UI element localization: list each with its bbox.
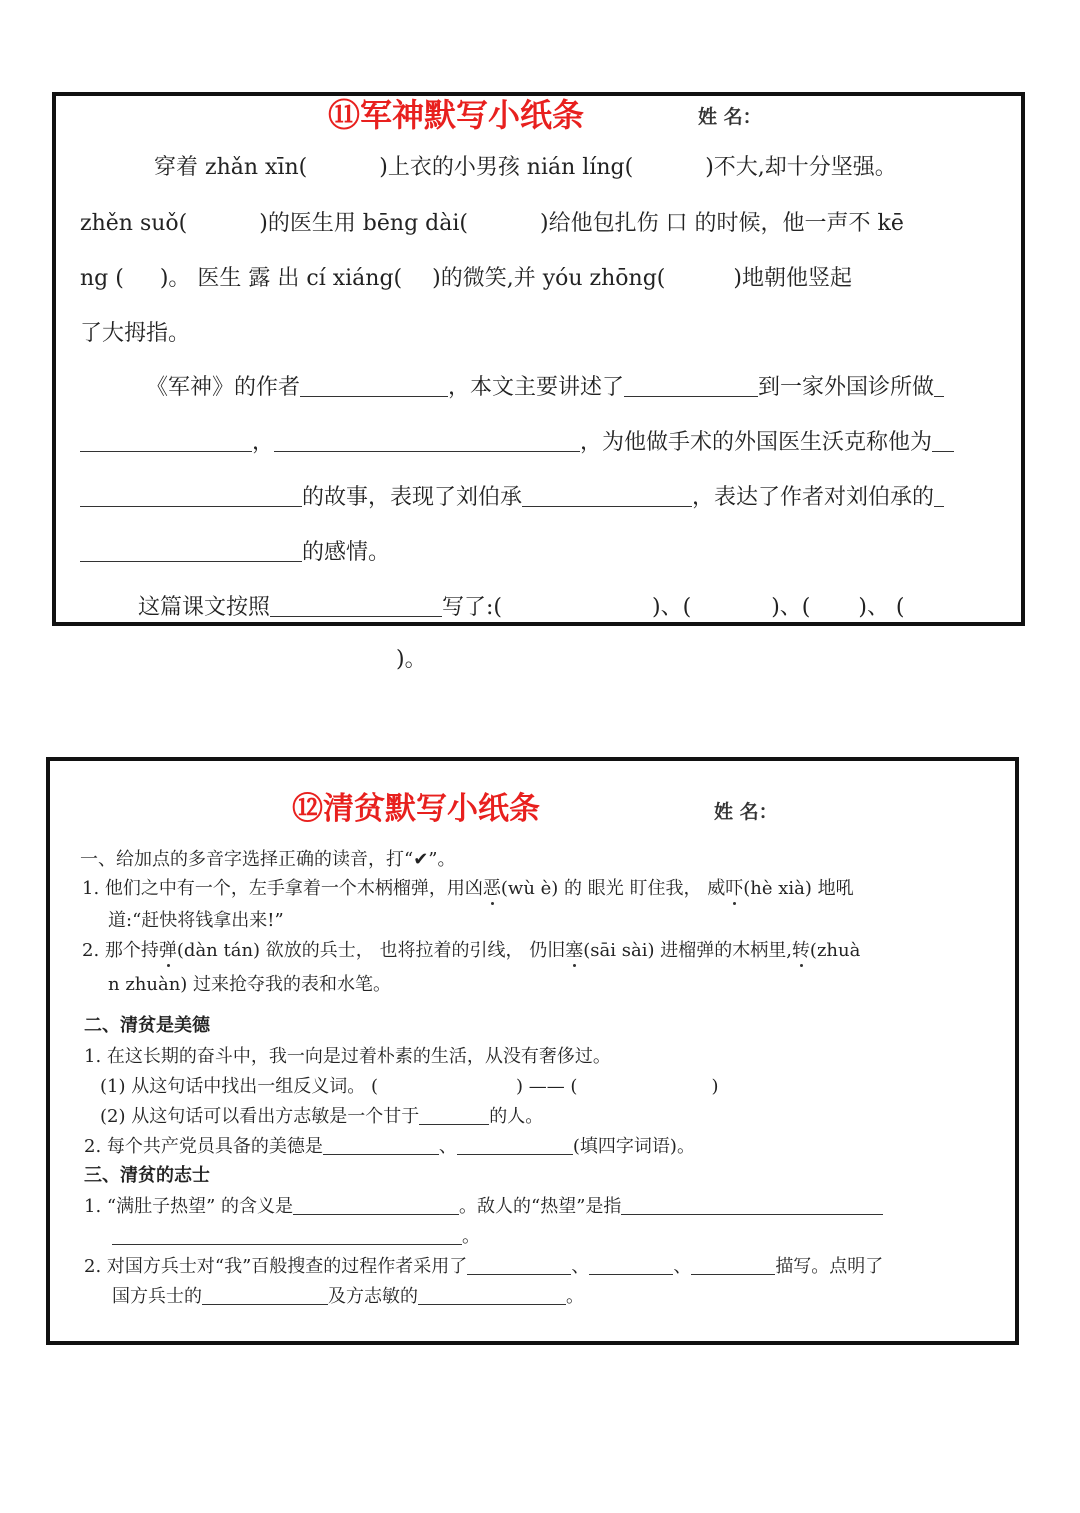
text-line: 了大拇指。	[80, 321, 191, 346]
card-title: ⑪军神默写小纸条	[328, 96, 585, 134]
section-heading: 一、给加点的多音字选择正确的读音，打“✔”。	[80, 849, 456, 870]
answer-blank[interactable]	[624, 374, 758, 397]
question-line: (2) 从这句话可以看出方志敏是一个甘于 的人。	[100, 1106, 544, 1127]
dictation-card-qingpin	[46, 757, 1019, 1345]
answer-blank[interactable]	[323, 1136, 439, 1155]
text-line: 的感情。	[80, 535, 390, 566]
answer-blank[interactable]	[202, 1286, 328, 1305]
question-line: 1. 在这长期的奋斗中，我一向是过着朴素的生活，从没有奢侈过。	[84, 1046, 611, 1067]
answer-blank[interactable]	[80, 484, 302, 507]
answer-blank[interactable]	[691, 1256, 775, 1275]
answer-blank[interactable]	[80, 429, 252, 452]
section-heading: 三、清贫的志士	[84, 1165, 210, 1186]
question-line: 2. 那个持弹(dàn tán) 欲放的兵士， 也将拉着的引线， 仍旧塞(sāi sài) 进榴弹的木柄里,转(zhuà	[82, 940, 861, 961]
text-line-overflow: )。	[396, 647, 427, 672]
question-line: 。	[112, 1222, 480, 1248]
answer-blank[interactable]	[300, 374, 448, 397]
question-line: 1. “满肚子热望” 的含义是 。敌人的“热望”是指	[84, 1192, 883, 1218]
answer-blank[interactable]	[589, 1256, 673, 1275]
answer-blank[interactable]	[932, 429, 954, 452]
question-line: n zhuàn) 过来抢夺我的表和水笔。	[108, 974, 392, 995]
answer-blank[interactable]	[274, 429, 580, 452]
section-heading: 二、清贫是美德	[84, 1015, 210, 1036]
answer-blank[interactable]	[467, 1256, 571, 1275]
name-label: 姓 名：	[714, 801, 778, 823]
answer-blank[interactable]	[621, 1196, 883, 1215]
answer-blank[interactable]	[293, 1196, 459, 1215]
text-line: 穿着 zhǎn xīn( )上衣的小男孩 nián líng( )不大,却十分坚强。	[154, 155, 897, 180]
dictation-card-junshen	[52, 92, 1025, 626]
name-label: 姓 名：	[698, 106, 762, 128]
text-line: ， ，为他做手术的外国医生沃克称他为	[80, 425, 954, 456]
answer-blank[interactable]	[270, 594, 442, 617]
question-line: 道:“赶快将钱拿出来!”	[108, 910, 284, 931]
text-line: 这篇课文按照 写了:( )、( )、( )、 (	[138, 595, 905, 620]
text-line: 的故事，表现了刘伯承 ，表达了作者对刘伯承的	[80, 480, 944, 511]
answer-blank[interactable]	[419, 1106, 489, 1125]
question-line: 1. 他们之中有一个，左手拿着一个木柄榴弹，用凶恶(wù è) 的 眼光 盯住我， 威吓(hè xià) 地吼	[82, 878, 854, 899]
text-line: ng ( )。 医生 露 出 cí xiáng( )的微笑,并 yóu zhōng( )地朝他竖起	[80, 266, 852, 291]
answer-blank[interactable]	[457, 1136, 573, 1155]
question-line: 2. 对国方兵士对“我”百般搜查的过程作者采用了 、 、 描写。点明了	[84, 1256, 884, 1277]
question-line: 2. 每个共产党员具备的美德是 、 (填四字词语)。	[84, 1136, 695, 1157]
answer-blank[interactable]	[522, 484, 692, 507]
text-line: 《军神》的作者 ，本文主要讲述了 到一家外国诊所做	[146, 370, 944, 401]
answer-blank[interactable]	[418, 1286, 566, 1305]
question-line: (1) 从这句话中找出一组反义词。 ( ) —— ( )	[100, 1076, 719, 1097]
text-line: zhěn suǒ( )的医生用 bēng dài( )给他包扎伤 口 的时候，他一声不 kē	[80, 211, 904, 236]
card-title: ⑫清贫默写小纸条	[292, 791, 540, 827]
question-line: 国方兵士的 及方志敏的 。	[112, 1286, 584, 1307]
answer-blank[interactable]	[112, 1226, 462, 1245]
answer-blank[interactable]	[80, 539, 302, 562]
